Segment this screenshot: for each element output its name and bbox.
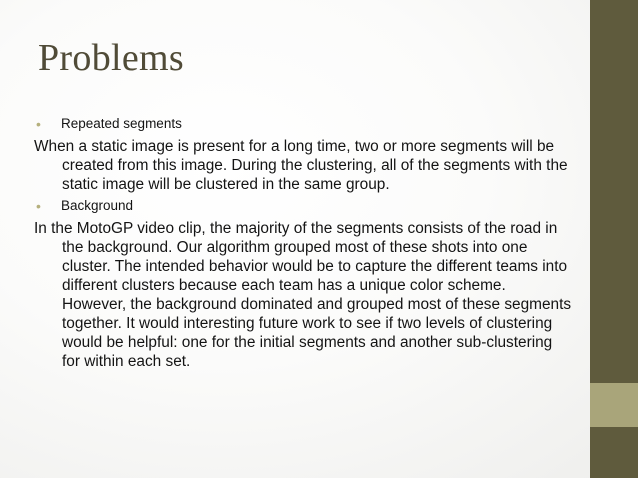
slide-title: Problems	[38, 37, 184, 79]
bullet-dot-icon: •	[36, 198, 41, 214]
paragraph-motogp: In the MotoGP video clip, the majority of the segments consists of the road in the background. Our algorithm grouped most of these shots into one cluster. The intended behavior would be to capture the different teams into different clusters because each team has a unique color scheme. However, the background dominated and grouped most of these segments together. It would interesting future work to see if two levels of clustering would be helpful: one for the initial segments and another sub-clustering for within each set.	[34, 220, 572, 370]
bullet-text: Background	[61, 198, 134, 213]
bullet-item-background	[34, 196, 574, 216]
paragraph-static-image: When a static image is present for a long time, two or more segments will be created from this image. During the clustering, all of the segments with the static image will be clustered in the same group.	[34, 138, 568, 193]
bullet-text: Repeated segments	[61, 116, 182, 131]
bullet-dot-icon: •	[36, 116, 41, 132]
slide-content	[34, 114, 574, 373]
bullet-item-repeated-segments	[34, 114, 574, 134]
sidebar-accent-light	[590, 383, 638, 427]
